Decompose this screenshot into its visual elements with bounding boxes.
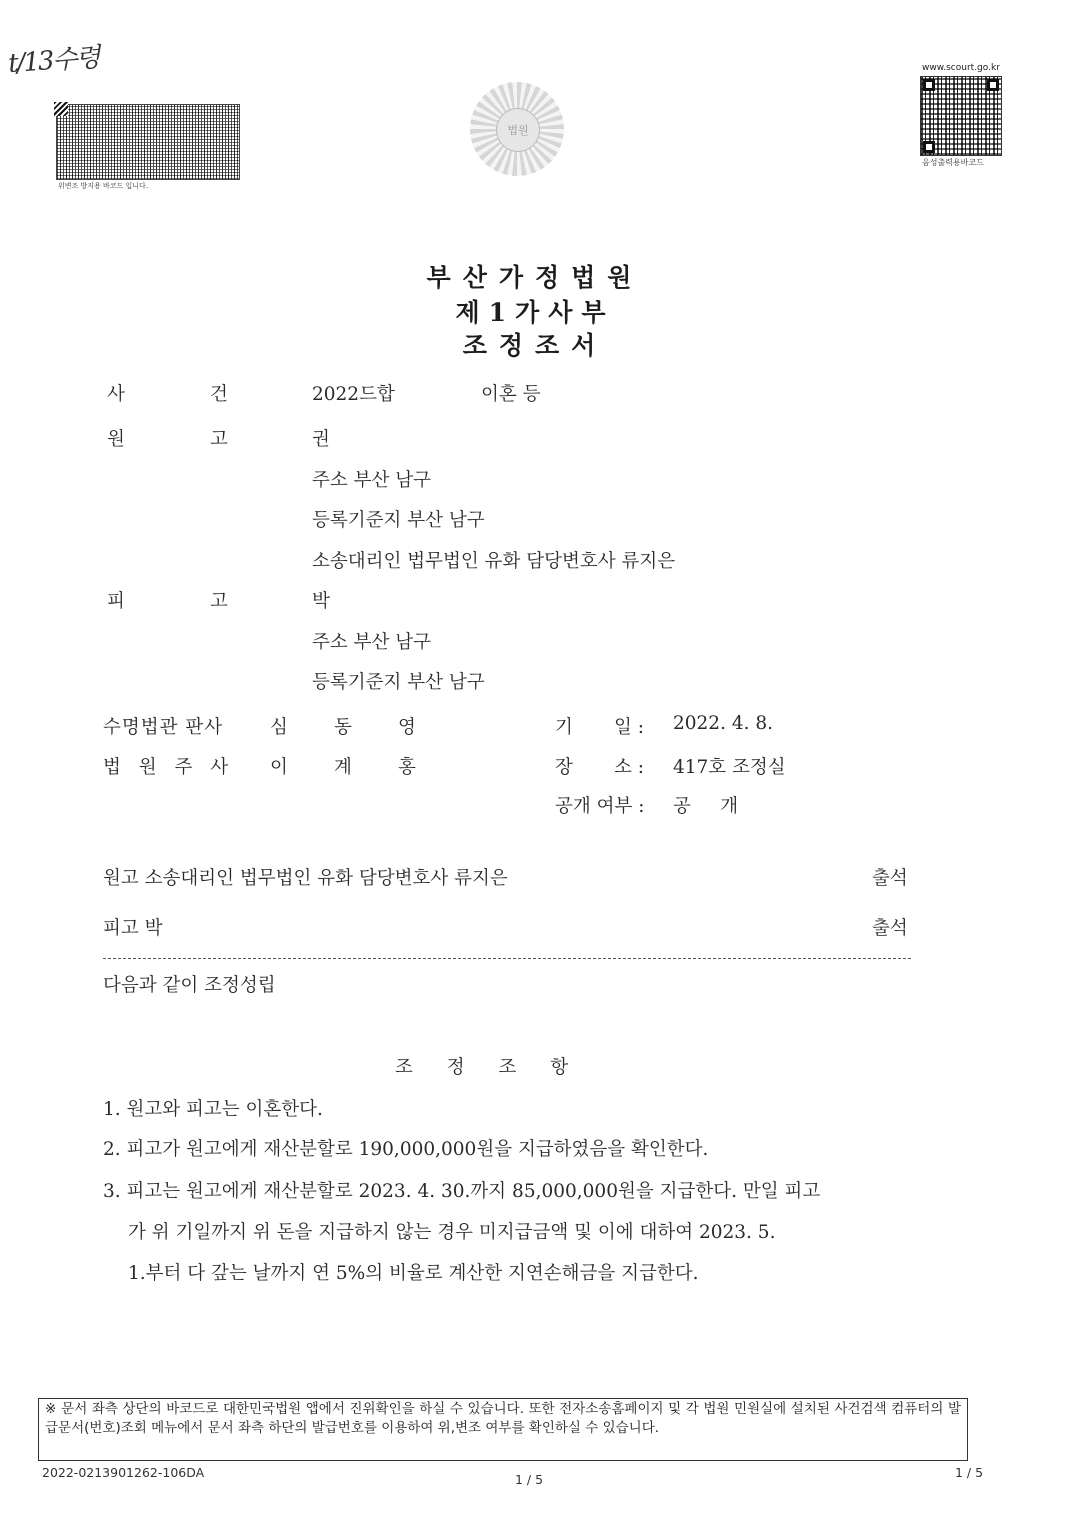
qr-finder-icon [923,141,935,153]
court-name: 부산가정법원 [426,263,644,292]
plaintiff-attorney: 소송대리인 법무법인 유화 담당변호사 류지은 [312,551,676,572]
judge-label: 수명법관 판사 [103,717,224,738]
defendant-address: 주소 부산 남구 [312,632,431,653]
division-name: 제1가사부 [455,298,615,327]
page-number-center: 1 / 5 [515,1472,544,1487]
term-item-continued: 1.부터 다 갚는 날까지 연 5%의 비율로 계산한 지연손해금을 지급한다. [128,1263,699,1284]
public-status: 공 개 [673,796,739,817]
attendance-status: 출석 [872,868,908,889]
judge-name-char: 영 [398,717,416,738]
session-place: 417호 조정실 [673,757,786,778]
plaintiff-label-1: 원 [107,429,125,450]
case-label-1: 사 [107,384,125,405]
judge-name-char: 심 [270,717,288,738]
clerk-name-char: 홍 [398,757,416,778]
document-title: 조정조서 [462,331,608,360]
handwritten-note: t/13수령 [7,42,100,80]
plaintiff-label-2: 고 [210,429,228,450]
verification-notice: ※ 문서 좌측 상단의 바코드로 대한민국법원 앱에서 진위확인을 하실 수 있습니다. 또한 전자소송홈페이지 및 각 법원 민원실에 설치된 사건검색 컴퓨터의 발급문서(번호)조회 메뉴에서 문서 좌측 하단의 발급번호를 이용하여 위,변조 여부를 확인하실 수 있습니다. [38,1398,968,1461]
issue-number: 2022-0213901262-106DA [42,1465,205,1480]
session-date: 2022. 4. 8. [673,713,774,734]
dashed-divider [103,958,911,959]
qr-finder-icon [987,79,999,91]
term-item: 3. 피고는 원고에게 재산분할로 2023. 4. 30.까지 85,000,000원을 지급한다. 만일 피고 [103,1181,821,1202]
court-url: www.scourt.go.kr [922,63,1000,73]
session-date-label: 기 일 : [555,717,645,738]
seal-text: 법원 [507,124,529,137]
attendance-status: 출석 [872,918,908,939]
plaintiff-name: 권 [312,429,330,450]
court-seal-center [496,108,540,152]
defendant-label-1: 피 [107,591,125,612]
plaintiff-address: 주소 부산 남구 [312,470,431,491]
anti-forgery-barcode [56,104,240,180]
terms-heading: 조 정 조 항 [395,1057,583,1078]
qr-label: 음성출력용바코드 [922,158,984,167]
clerk-label: 법 원 주 사 [103,757,235,778]
defendant-name: 박 [312,591,330,612]
session-place-label: 장 소 : [555,757,645,778]
attendance-party: 피고 박 [103,918,163,939]
defendant-registry: 등록기준지 부산 남구 [312,672,485,693]
voice-output-qr-code [920,76,1002,156]
public-label: 공개 여부 : [555,796,645,817]
plaintiff-registry: 등록기준지 부산 남구 [312,510,485,531]
clerk-name-char: 계 [334,757,352,778]
term-item: 2. 피고가 원고에게 재산분할로 190,000,000원을 지급하였음을 확인한다. [103,1139,709,1160]
barcode-label: 위변조 방지용 바코드 입니다. [58,182,149,190]
case-name: 이혼 등 [481,384,541,405]
barcode-corner-mark [54,102,68,116]
term-item: 1. 원고와 피고는 이혼한다. [103,1099,323,1120]
attendance-party: 원고 소송대리인 법무법인 유화 담당변호사 류지은 [103,868,508,889]
page-number-right: 1 / 5 [955,1465,984,1480]
qr-finder-icon [923,79,935,91]
mediation-result: 다음과 같이 조정성립 [103,975,276,996]
clerk-name-char: 이 [270,757,288,778]
defendant-label-2: 고 [210,591,228,612]
term-item-continued: 가 위 기일까지 위 돈을 지급하지 않는 경우 미지급금액 및 이에 대하여 2023. 5. [128,1222,776,1243]
case-number: 2022드합 [312,384,395,405]
case-label-2: 건 [210,384,228,405]
judge-name-char: 동 [334,717,352,738]
